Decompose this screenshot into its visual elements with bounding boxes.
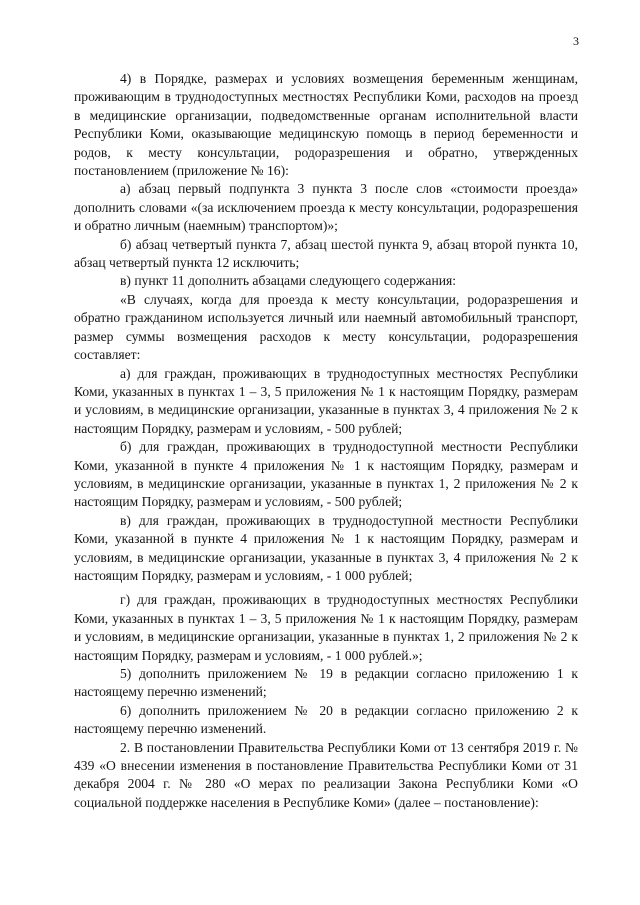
paragraph-section-2: 2. В постановлении Правительства Республики Коми от 13 сентября 2019 г. № 439 «О внесении изменения в постановление Правительства Республики Коми от 31 декабря 2004 г. № 280 «О мерах по реализации Закона Республики Коми «О социальной поддержке населения в Республике Коми» (далее – постановление): bbox=[74, 739, 578, 810]
document-body bbox=[74, 70, 578, 812]
paragraph-quote-b: б) для граждан, проживающих в труднодоступной местности Республики Коми, указанной в пункте 4 приложения № 1 к настоящим Порядку, размерам и условиям, в медицинские организации, указанные в пунктах 1, 2 приложения № 2 к настоящим Порядку, размерам и условиям, - 500 рублей; bbox=[74, 439, 578, 510]
paragraph-item-4: 4) в Порядке, размерах и условиях возмещения беременным женщинам, проживающим в труднодоступных местностях Республики Коми, расходов на проезд в медицинские организации, подведомственные органам исполнительной власти Республики Коми, оказывающие медицинскую помощь в период беременности и родов, к месту консультации, родоразрешения и обратно, утвержденных постановлением (приложение № 16): bbox=[74, 71, 578, 179]
paragraph-subitem-v: в) пункт 11 дополнить абзацами следующего содержания: bbox=[120, 273, 457, 289]
page-number: 3 bbox=[573, 34, 579, 48]
paragraph-quote-a: а) для граждан, проживающих в труднодоступных местностях Республики Коми, указанных в пунктах 1 – 3, 5 приложения № 1 к настоящим Порядку, размерам и условиям, в медицинские организации, указанные в пунктах 3, 4 приложения № 2 к настоящим Порядку, размерам и условиям, - 500 рублей; bbox=[74, 365, 578, 436]
paragraph-quote-g: г) для граждан, проживающих в труднодоступных местностях Республики Коми, указанных в пунктах 1 – 3, 5 приложения № 1 к настоящим Порядку, размерам и условиям, в медицинские организации, указанные в пунктах 1, 2 приложения № 2 к настоящим Порядку, размерам и условиям, - 1 000 рублей.»; bbox=[74, 592, 578, 663]
paragraph-subitem-b: б) абзац четвертый пункта 7, абзац шестой пункта 9, абзац второй пункта 10, абзац четвертый пункта 12 исключить; bbox=[74, 236, 578, 271]
paragraph-quote-v: в) для граждан, проживающих в труднодоступной местности Республики Коми, указанной в пункте 4 приложения № 1 к настоящим Порядку, размерам и условиям, в медицинские организации, указанные в пунктах 3, 4 приложения № 2 к настоящим Порядку, размерам и условиям, - 1 000 рублей; bbox=[74, 512, 578, 583]
paragraph-item-6: 6) дополнить приложением № 20 в редакции согласно приложению 2 к настоящему перечню изменений. bbox=[74, 702, 578, 737]
paragraph-item-5: 5) дополнить приложением № 19 в редакции согласно приложению 1 к настоящему перечню изменений; bbox=[74, 666, 578, 700]
paragraph-quote-intro: «В случаях, когда для проезда к месту консультации, родоразрешения и обратно гражданином используется личный или наемный автомобильный транспорт, размер суммы возмещения расходов к месту консультации, родоразрешения составляет: bbox=[74, 291, 578, 363]
paragraph-subitem-a: а) абзац первый подпункта 3 пункта 3 после слов «стоимости проезда» дополнить словами «(за исключением проезда к месту консультации, родоразрешения и обратно личным (наемным) транспортом)»; bbox=[74, 181, 578, 234]
